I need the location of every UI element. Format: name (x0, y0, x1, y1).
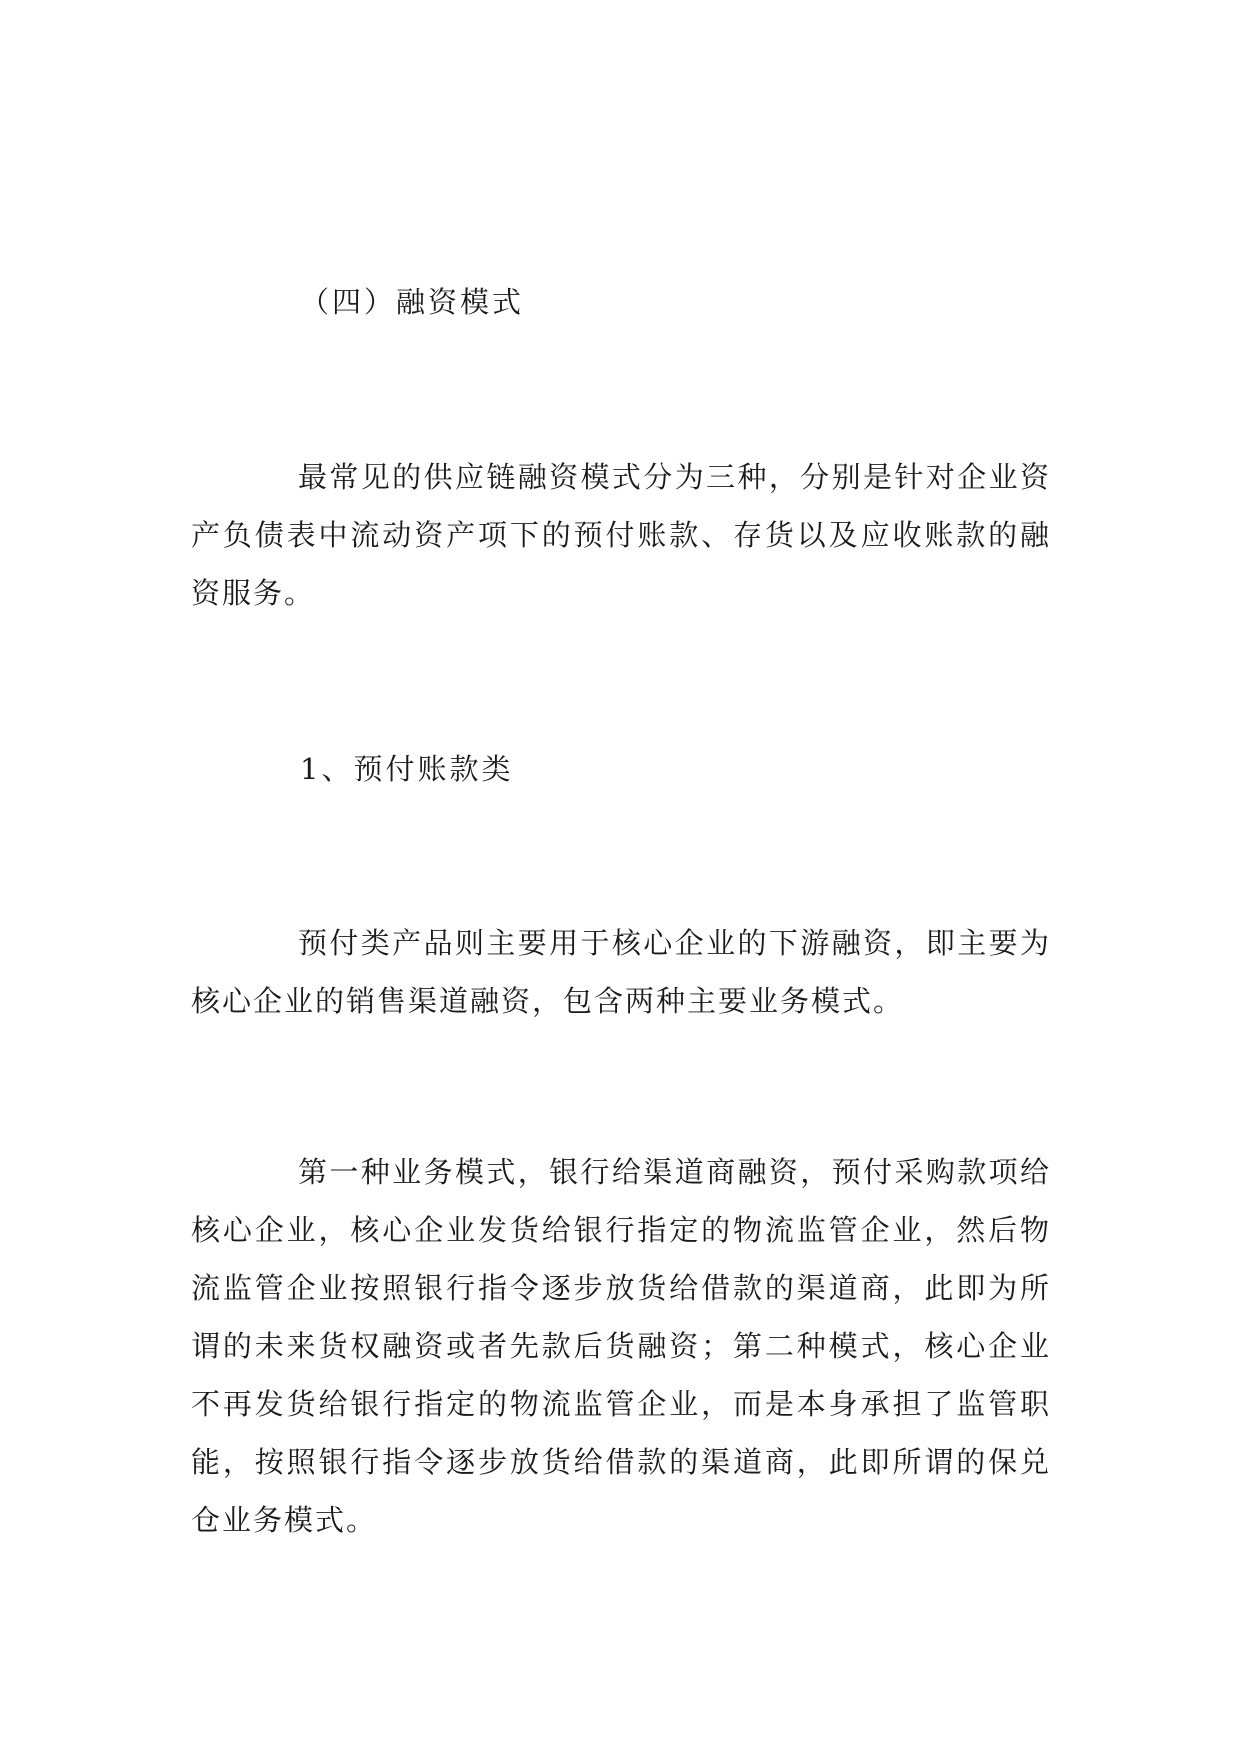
paragraph-intro: 最常见的供应链融资模式分为三种，分别是针对企业资产负债表中流动资产项下的预付账款、存货以及应收账款的融资服务。 (191, 460, 1051, 610)
section-heading-financing-mode: （四）融资模式 (300, 285, 525, 319)
paragraph-prepaid: 预付类产品则主要用于核心企业的下游融资，即主要为核心企业的销售渠道融资，包含两种主要业务模式。 (191, 926, 1051, 1018)
paragraph-business-models: 第一种业务模式，银行给渠道商融资，预付采购款项给核心企业，核心企业发货给银行指定的物流监管企业，然后物流监管企业按照银行指令逐步放货给借款的渠道商，此即为所谓的未来货权融资或者先款后货融资；第二种模式，核心企业不再发货给银行指定的物流监管企业，而是本身承担了监管职能，按照银行指令逐步放货给借款的渠道商，此即所谓的保兑仓业务模式。 (191, 1155, 1051, 1537)
subsection-heading-prepaid: 1、预付账款类 (300, 752, 514, 786)
